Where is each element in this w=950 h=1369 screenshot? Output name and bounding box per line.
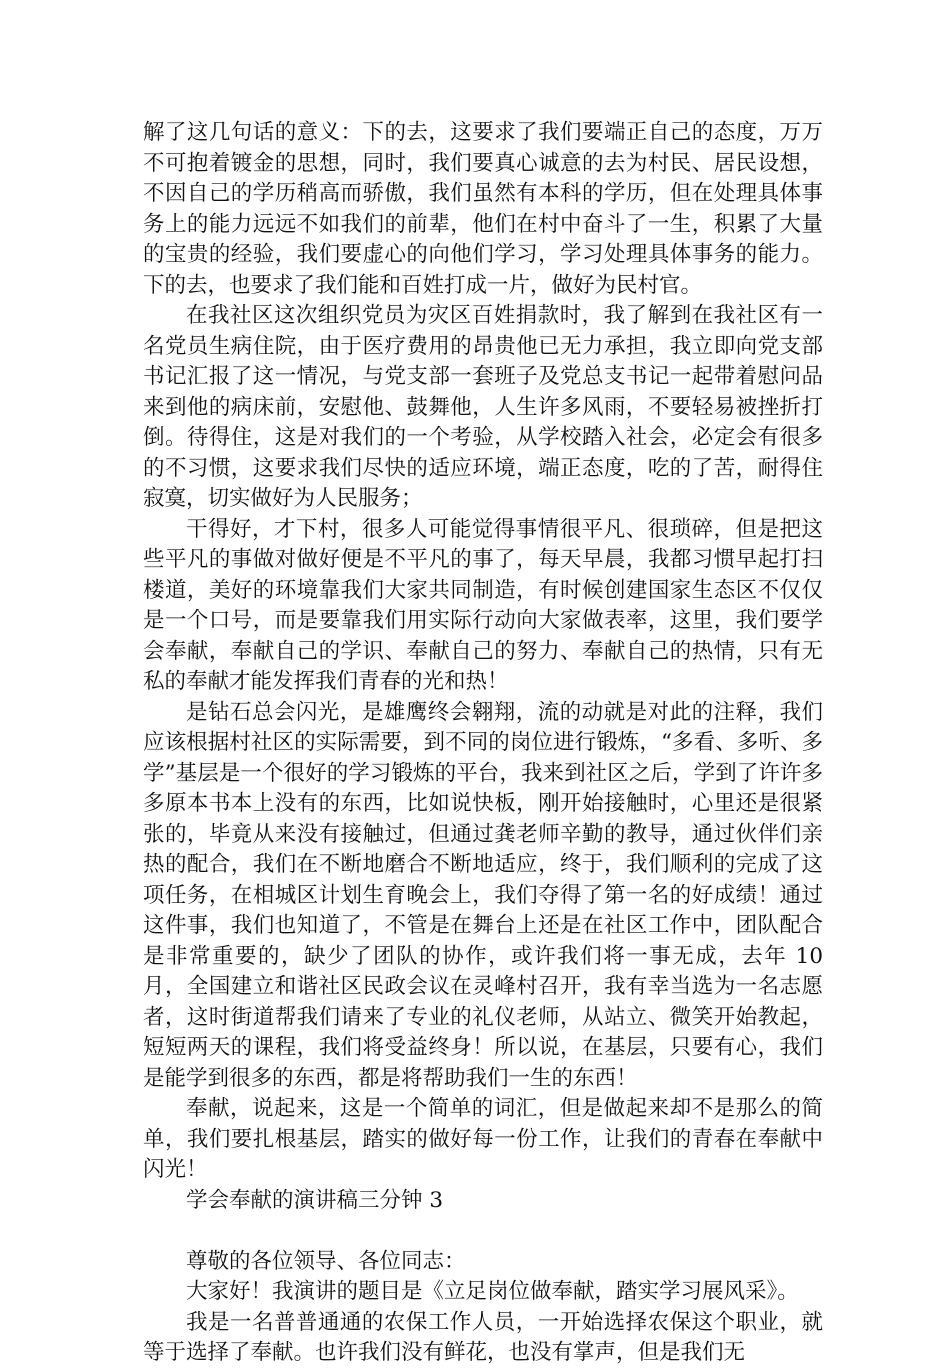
speech-title-line: 大家好！我演讲的题目是《立足岗位做奉献，踏实学习展风采》。 — [186, 1279, 799, 1304]
paragraph-4: 是钻石总会闪光，是雄鹰终会翱翔，流的动就是对此的注释，我们应该根据村社区的实际需要，到不同的岗位进行锻炼，“多看、多听、多学”基层是一个很好的学习锻炼的平台，我来到社区之后，学到了许许多多原本书本上没有的东西，比如说快板，刚开始接触时，心里还是很紧张的，毕竟从来没有接触过，但通过龚老师辛勤的教导，通过伙伴们亲热的配合，我们在不断地磨合不断地适应，终于，我们顺利的完成了这项任务，在相城区计划生育晚会上，我们夺得了第一名的好成绩！通过这件事，我们也知道了，不管是在舞台上还是在社区工作中，团队配合是非常重要的，缺少了团队的协作，或许我们将一事无成，去年 10 月，全国建立和谐社区民政会议在灵峰村召开，我有幸当选为一名志愿者，这时街道帮我们请来了专业的礼仪老师，从站立、微笑开始教起，短短两天的课程，我们将受益终身！所以说，在基层，只要有心，我们是能学到很多的东西，都是将帮助我们一生的东西！ — [143, 699, 823, 1091]
paragraph-5: 奉献，说起来，这是一个简单的词汇，但是做起来却不是那么的简单，我们要扎根基层，踏实的做好每一份工作，让我们的青春在奉献中闪光！ — [143, 1096, 823, 1182]
blank-line — [143, 1216, 823, 1247]
paragraph-2: 在我社区这次组织党员为灾区百姓捐款时，我了解到在我社区有一名党员生病住院，由于医疗费用的昂贵他已无力承担，我立即向党支部书记汇报了这一情况，与党支部一套班子及党总支书记一起带着慰问品来到他的病床前，安慰他、鼓舞他，人生许多风雨，不要轻易被挫折打倒。待得住，这是对我们的一个考验，从学校踏入社会，必定会有很多的不习惯，这要求我们尽快的适应环境，端正态度，吃的了苦，耐得住寂寞，切实做好为人民服务； — [143, 303, 823, 511]
salutation: 尊敬的各位领导、各位同志： — [186, 1248, 466, 1274]
paragraph-1: 解了这几句话的意义：下的去，这要求了我们要端正自己的态度，万万不可抱着镀金的思想，同时，我们要真心诚意的去为村民、居民设想，不因自己的学历稍高而骄傲，我们虽然有本科的学历，但在处理具体事务上的能力远远不如我们的前辈，他们在村中奋斗了一生，积累了大量的宝贵的经验，我们要虚心的向他们学习，学习处理具体事务的能力。下的去，也要求了我们能和百姓打成一片，做好为民村官。 — [143, 120, 823, 298]
section-heading: 学会奉献的演讲稿三分钟 3 — [186, 1187, 444, 1213]
paragraph-3: 干得好，才下村，很多人可能觉得事情很平凡、很琐碎，但是把这些平凡的事做对做好便是不平凡的事了，每天早晨，我都习惯早起打扫楼道，美好的环境靠我们大家共同制造，有时候创建国家生态区不仅仅是一个口号，而是要靠我们用实际行动向大家做表率，这里，我们要学会奉献，奉献自己的学识、奉献自己的努力、奉献自己的热情，只有无私的奉献才能发挥我们青春的光和热！ — [143, 516, 823, 694]
paragraph-9: 我是一名普普通通的农保工作人员，一开始选择农保这个职业，就等于选择了奉献。也许我们没有鲜花，也没有掌声，但是我们无 — [143, 1309, 823, 1365]
document-page — [143, 118, 823, 1369]
